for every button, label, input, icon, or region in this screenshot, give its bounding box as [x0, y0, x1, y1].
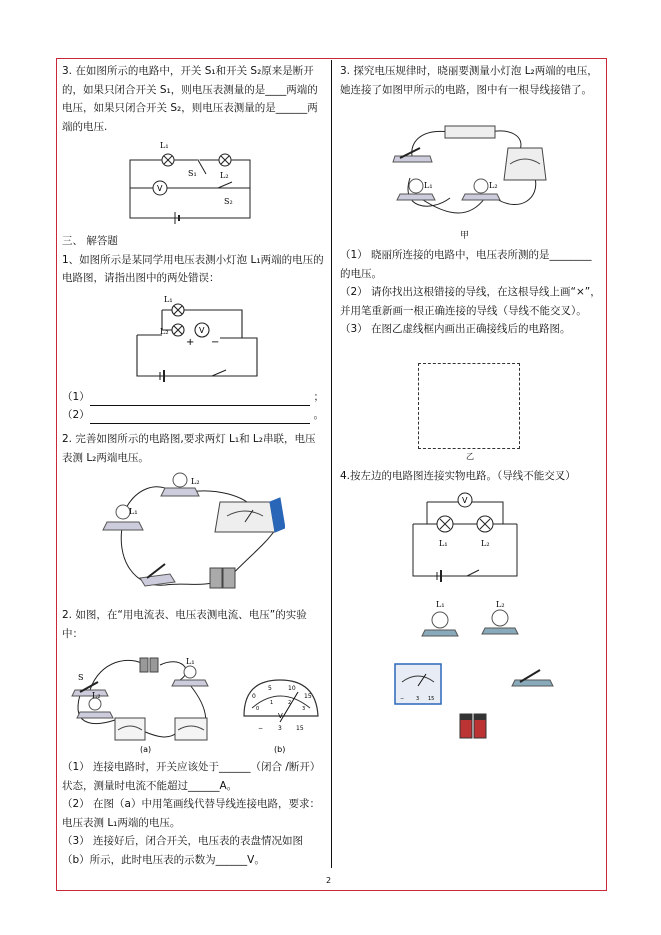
- meter-term-15: 15: [428, 696, 435, 702]
- left-q1-answers: [62, 388, 324, 467]
- right-q3-parts: [340, 246, 602, 339]
- right-q3-p3: （3） 在图乙虚线框内画出正确接线后的电路图。: [340, 323, 571, 335]
- right-q3-text: 3. 探究电压规律时，晓丽要测量小灯泡 L₂两端的电压，她连接了如图甲所示的电路，图中有一根导线接错了。: [340, 65, 598, 96]
- column-divider: [331, 60, 332, 868]
- left-q3-v-label: V: [157, 184, 163, 193]
- dial-term-3: 3: [278, 725, 282, 732]
- left-q2a-text: 2. 完善如图所示的电路图,要求两灯 L₁和 L₂串联，电压表测 L₂两端电压。: [62, 433, 316, 464]
- left-q2b-l1-label: L₁: [186, 657, 195, 666]
- right-q3-l1-label: L₁: [424, 181, 433, 190]
- left-q3-text: 3. 在如图所示的电路中，开关 S₁和开关 S₂原来是断开的，如果只闭合开关 S₁，则电压表测量的是____两端的电压，如果只闭合开关 S₂，则电压表测量的是______两端的电压.: [62, 65, 318, 133]
- left-q1-l2-label: L₂: [160, 327, 169, 336]
- right-q4-wrap: [340, 467, 602, 486]
- right-q3-answer-box[interactable]: [418, 363, 520, 449]
- left-q2b-text: 2. 如图，在“用电流表、电压表测电流、电压”的实验中：: [62, 609, 307, 640]
- dial-bot-1: 1: [270, 700, 274, 706]
- page-number: 2: [326, 876, 332, 885]
- right-q4-v-label: V: [462, 496, 468, 505]
- right-q3-apparatus-jia: [390, 118, 550, 243]
- dial-top-15: 15: [304, 693, 312, 700]
- right-q3-p2: （2） 请你找出这根错接的导线，在这根导线上画“×”，并用笔重新画一根正确连接的导线（导线不能交叉）。: [340, 286, 601, 317]
- right-q3-box-caption: 乙: [466, 452, 474, 461]
- left-q1-plus-label: +: [186, 337, 195, 348]
- right-q4-components: [390, 598, 565, 748]
- right-q4-circuit-diagram: [405, 488, 525, 584]
- left-q2b-parts: [62, 758, 324, 869]
- q1-answer-line-2[interactable]: （2） 。: [62, 406, 324, 424]
- dial-v-label: V: [278, 712, 283, 720]
- left-q1-v-label: V: [199, 326, 205, 335]
- meter-term-3: 3: [416, 696, 420, 702]
- left-column: [62, 62, 324, 136]
- right-q4-obj-l1: L₁: [436, 600, 445, 609]
- dial-bot-2: 2: [288, 700, 292, 706]
- right-column: [340, 62, 602, 99]
- left-q2a-l1-label: L₁: [129, 507, 138, 516]
- section-heading: 三、 解答题: [62, 235, 118, 247]
- dial-top-10: 10: [288, 685, 296, 692]
- dial-top-5: 5: [268, 685, 272, 692]
- left-q2b-apparatus-a: [70, 650, 220, 755]
- left-q3-s1-label: S₁: [188, 169, 197, 178]
- left-q1-circuit-diagram: [132, 290, 262, 385]
- dial-bot-0: 0: [256, 706, 260, 712]
- left-q2b-p1: （1） 连接电路时，开关应该处于______（闭合 /断开）状态，测量时电流不能超过______A。: [62, 761, 321, 792]
- left-q2b-p2: （2） 在图（a）中用笔画线代替导线连接电路，要求：电压表测 L₁两端的电压。: [62, 798, 320, 829]
- meter-term-neg: −: [400, 696, 405, 702]
- dial-term-neg: −: [258, 725, 264, 732]
- left-q1-text: 1、如图所示是某同学用电压表测小灯泡 L₁两端的电压的电路图，请指出图中的两处错误：: [62, 253, 324, 284]
- left-section-heading-wrap: [62, 232, 324, 288]
- left-q3-s2-label: S₂: [224, 197, 233, 206]
- right-q4-l2-label: L₂: [481, 539, 490, 548]
- left-q1-l1-label: L₁: [164, 295, 173, 304]
- left-q2b-voltmeter-dial-b: [238, 676, 328, 756]
- right-q4-text: 4.按左边的电路图连接实物电路。（导线不能交叉）: [340, 470, 576, 482]
- left-q3-circuit-diagram: [120, 138, 270, 228]
- right-q3-caption-jia: 甲: [460, 231, 470, 241]
- left-q2b-l2-label: L₂: [92, 691, 101, 700]
- dial-term-15: 15: [296, 725, 304, 732]
- dial-top-0: 0: [252, 693, 256, 700]
- left-q2b-caption-b: (b): [274, 745, 286, 754]
- left-q2a-l2-label: L₂: [191, 477, 200, 486]
- right-q4-obj-l2: L₂: [496, 600, 505, 609]
- left-q3-l2-label: L₂: [220, 171, 229, 180]
- dial-bot-3: 3: [302, 706, 306, 712]
- left-q3-l1-label: L₁: [160, 141, 169, 150]
- left-q2a-apparatus-illustration: [95, 470, 285, 600]
- left-q2b-caption-a: (a): [140, 745, 152, 754]
- left-q2b-wrap: [62, 606, 324, 643]
- left-q2b-p3: （3） 连接好后，闭合开关，电压表的表盘情况如图（b）所示，此时电压表的示数为______V。: [62, 835, 304, 866]
- left-q2b-s-label: S: [78, 673, 84, 682]
- right-q3-p1: （1） 晓丽所连接的电路中，电压表所测的是________的电压。: [340, 249, 592, 280]
- right-q3-l2-label: L₂: [489, 181, 498, 190]
- right-q4-l1-label: L₁: [439, 539, 448, 548]
- q1-answer-line-1[interactable]: （1） ；: [62, 388, 324, 406]
- left-q1-minus-label: −: [211, 337, 220, 348]
